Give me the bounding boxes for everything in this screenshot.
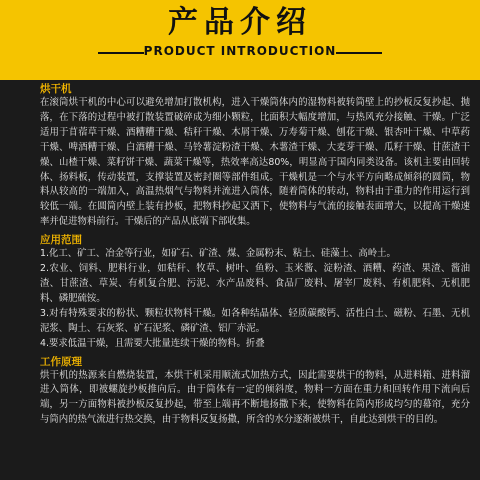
section-paragraph: 烘干机的热源来自燃烧装置，本烘干机采用顺流式加热方式，因此需要烘干的物料，从进料箱、进料溜进入筒体，即被螺旋抄板推向后。由于筒体有一定的倾斜度，物料一方面在重力和回转作用下流向后端，另一方面物料被抄板反复抄起，带至上端再不断地扬撒下来，使物料在筒内形成均匀的幕帘，充分与筒内的热气流进行热交换，由于物料反复扬撒，所含的水分逐渐被烘干，自此达到烘干的目的。	[40, 369, 470, 426]
title-divider-right	[336, 52, 382, 54]
header-banner	[0, 0, 480, 80]
list-item: 1.化工、矿工、冶金等行业，如矿石、矿渣、煤、金属粉末、粘土、硅藻土、高岭土。	[40, 248, 396, 260]
list-item: 4.要求低温干燥，且需要大批量连续干燥的物料。折叠	[40, 337, 265, 349]
section-principle	[40, 355, 470, 429]
section-application	[40, 233, 470, 351]
section-paragraph: 在滚筒烘干机的中心可以避免增加打散机构，进入干燥筒体内的湿物料被转筒壁上的抄板反复抄起、抛落，在下落的过程中被打散装置破碎成为细小颗粒，比面积大幅度增加，与热风充分接触、干燥。广泛适用于苜蓿草干燥、酒糟糟干燥、秸秆干燥、木屑干燥、万寿菊干燥、刨花干燥、银杏叶干燥、中草药干燥、啤酒糟干燥、白酒糟干燥、马铃薯淀粉渣干燥、木薯渣干燥、大麦芽干燥、瓜籽干燥、甘蔗渣干燥、山楂干燥、菜籽饼干燥、蔬菜干燥等，热效率高达80%，明显高于国内同类设备。该机主要由回转体、扬料板，传动装置，支撑装置及密封圈等部件组成。干燥机是一个与水平方向略成倾斜的圆筒，物料从较高的一端加入，高温热烟气与物料并流进入筒体，随着筒体的转动，物料由于重力的作用运行到较低一端。在圆筒内壁上装有抄板，把物料抄起又洒下，使物料与气流的接触表面增大，以提高干燥速率并促进物料前行。干燥后的产品从底端下部收集。	[40, 97, 470, 228]
page-subtitle: PRODUCT INTRODUCTION	[143, 44, 337, 58]
list-item: 2.农业、饲料、肥料行业，如秸秆、牧草、树叶、鱼粉、玉米酱、淀粉渣、酒糟、药渣、果渣、酱油渣、甘蔗渣、草炭、有机复合肥、污泥、水产品废料、食品厂废料、屠宰厂废料、有机肥料、无机肥料、磷肥硫铵。	[40, 263, 470, 304]
section-title: 应用范围	[40, 234, 82, 247]
section-title: 烘干机	[40, 83, 72, 95]
section-title: 工作原理	[40, 355, 82, 368]
page-title: 产品介绍	[168, 5, 312, 40]
list-item: 3.对有特殊要求的粉状、颗粒状物料干燥。如各种结晶体、轻质碳酸钙、活性白土、磁粉、石墨、无机泥浆、陶土、石灰浆、矿石泥浆、磷矿渣、铝厂赤泥。	[40, 307, 470, 334]
section-dryer	[40, 82, 470, 230]
content-body	[40, 82, 470, 428]
